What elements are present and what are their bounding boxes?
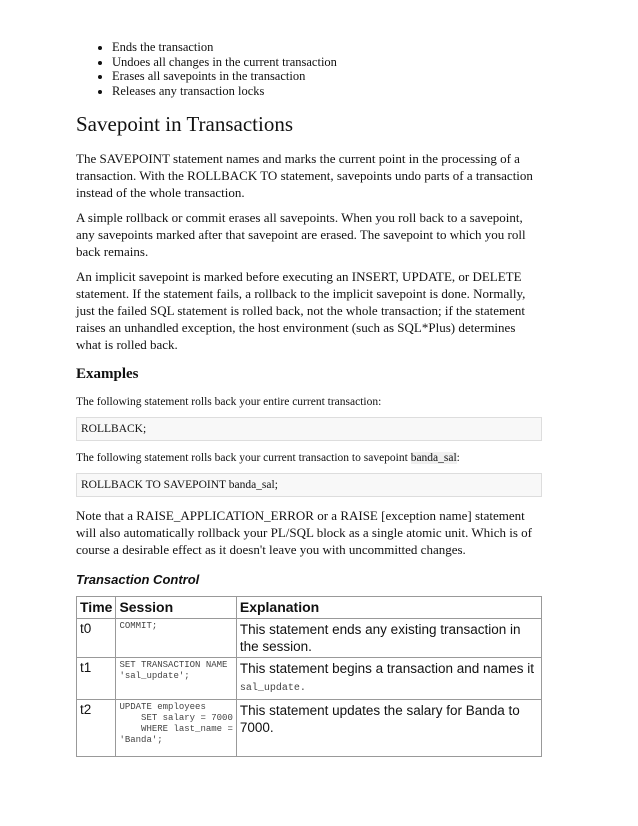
document-page [76, 40, 542, 757]
explanation-text: This statement ends any existing transaction in the session. [239, 622, 521, 654]
column-header-explanation: Explanation [236, 597, 541, 619]
rollback-effects-list [76, 40, 542, 98]
section-title: Savepoint in Transactions [76, 112, 294, 136]
paragraph-implicit-savepoint: An implicit savepoint is marked before executing an INSERT, UPDATE, or DELETE statement. If the statement fails, a rollback to the implicit savepoint is done. Normally, just the failed SQL statement is rolled back, not the whole transaction; if the statement raises an unhandled exception, the host environment (such as SQL*Plus) determines what is rolled back. [76, 269, 526, 352]
examples-heading: Examples [76, 366, 139, 382]
column-header-session: Session [116, 597, 236, 619]
list-item: • Releases any transaction locks [112, 84, 542, 99]
session-cell: SET TRANSACTION NAME 'sal_update'; [116, 658, 236, 700]
savepoint-name: banda_sal [410, 452, 457, 464]
time-cell: t2 [77, 700, 116, 757]
example-intro-2 [76, 451, 542, 465]
list-item: • Undoes all changes in the current transaction [112, 55, 542, 70]
code-block-rollback-to-savepoint: ROLLBACK TO SAVEPOINT banda_sal; [76, 473, 542, 497]
example-intro-2-suffix: : [456, 452, 460, 464]
explanation-text: This statement updates the salary for Banda to 7000. [239, 703, 520, 735]
explanation-cell [236, 619, 541, 658]
session-cell: UPDATE employees SET salary = 7000 WHERE last_name = 'Banda'; [116, 700, 236, 757]
explanation-code: sal_update. [239, 683, 306, 694]
time-cell: t1 [77, 658, 116, 700]
transaction-control-table [76, 596, 542, 757]
paragraph-simple-rollback: A simple rollback or commit erases all savepoints. When you roll back to a savepoint, any savepoints marked after that savepoint are erased. The savepoint to which you roll back remains. [76, 210, 526, 259]
session-cell: COMMIT; [116, 619, 236, 658]
time-cell: t0 [77, 619, 116, 658]
example-intro-2-text: The following statement rolls back your current transaction to savepoint [76, 452, 411, 464]
code-block-rollback: ROLLBACK; [76, 417, 542, 441]
transaction-control-heading: Transaction Control [76, 572, 200, 587]
explanation-text: This statement begins a transaction and names it [239, 661, 535, 676]
explanation-cell [236, 700, 541, 757]
explanation-cell [236, 658, 541, 700]
table-header-row [77, 597, 542, 619]
example-intro-1: The following statement rolls back your entire current transaction: [76, 396, 382, 408]
paragraph-savepoint-statement: The SAVEPOINT statement names and marks the current point in the processing of a transaction. With the ROLLBACK TO statement, savepoints undo parts of a transaction instead of the whole transaction. [76, 151, 533, 200]
table-row [77, 700, 542, 757]
list-item: • Ends the transaction [112, 40, 542, 55]
column-header-time: Time [77, 597, 116, 619]
list-item: • Erases all savepoints in the transaction [112, 69, 542, 84]
paragraph-raise-note: Note that a RAISE_APPLICATION_ERROR or a RAISE [exception name] statement will also automatically rollback your PL/SQL block as a single atomic unit. Which is of course a desirable effect as it doesn't leave you with uncommitted changes. [76, 508, 532, 557]
table-row [77, 619, 542, 658]
table-row [77, 658, 542, 700]
